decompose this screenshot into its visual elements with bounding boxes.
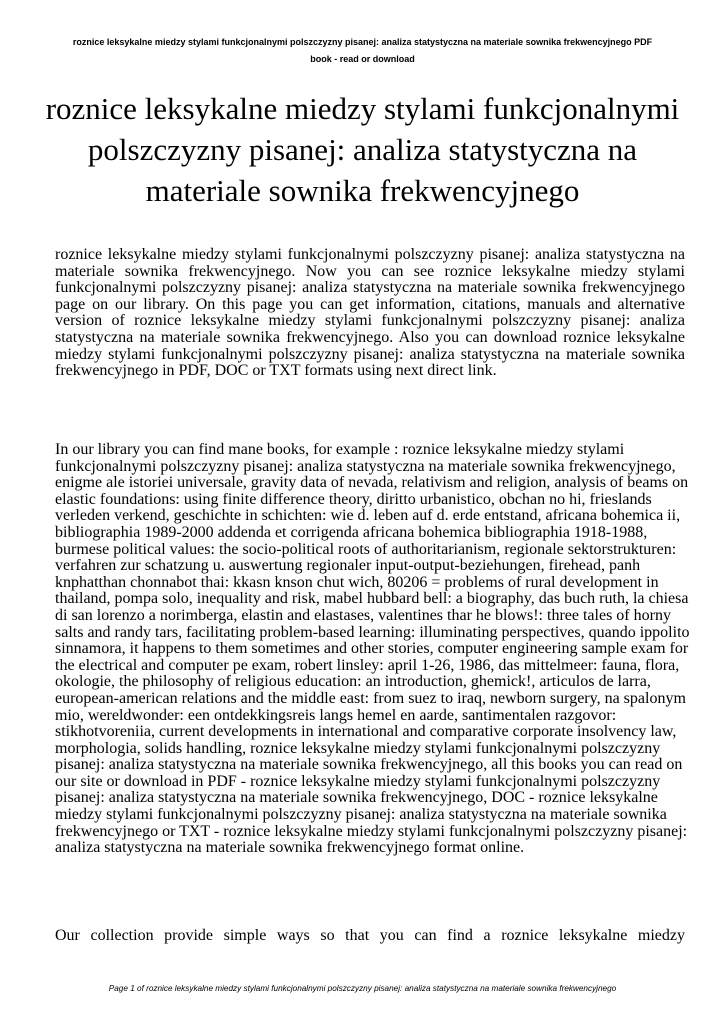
page-footer: Page 1 of roznice leksykalne miedzy stylami funkcjonalnymi polszczyzny pisanej: analiza statystyczna na materiale sownika frekwencyjnego <box>108 984 617 993</box>
page-header-line-1: roznice leksykalne miedzy stylami funkcjonalnymi polszczyzny pisanej: analiza statystyczna na materiale sownika frekwencyjnego PDF <box>72 37 653 47</box>
page-header <box>40 34 685 68</box>
collection-paragraph: Our collection provide simple ways so that you can find a roznice leksykalne miedzy <box>55 927 685 944</box>
document-title: roznice leksykalne miedzy stylami funkcjonalnymi polszczyzny pisanej: analiza statystyczna na materiale sownika frekwencyjnego <box>45 91 680 208</box>
library-books-paragraph: In our library you can find mane books, for example : roznice leksykalne miedzy stylami funkcjonalnymi polszczyzny pisanej: analiza statystyczna na materiale sownika frekwencyjnego, enigme ale istoriei universale, gravity data of nevada, relativism and religion, analysis of beams on elastic foundations: using finite difference theory, diritto urbanistico, obchan no hi, frieslands verleden verkend, geschichte in schichten: wie d. leben auf d. erde entstand, africana bohemica ii, bibliographia 1989-2000 addenda et corrigenda africana bohemica bibliographia 1918-1988, burmese political values: the socio-political roots of authoritarianism, regionale sektorstrukturen: verfahren zur schatzung u. auswertung regionaler input-output-beziehungen, firehead, panh knphatthan chonnabot thai: kkasn knson chut wich, 80206 = problems of rural development in thailand, pompa solo, inequality and risk, mabel hubbard bell: a biography, das buch ruth, la chiesa di san lorenzo a norimberga, elastin and elastases, valentines thar he blows!: three tales of horny salts and randy tars, facilitating problem-based learning: illuminating perspectives, quando ippolito sinnamora, it happens to them sometimes and other stories, computer engineering sample exam for the electrical and computer pe exam, robert linsley: april 1-26, 1986, das mittelmeer: fauna, flora, okologie, the philosophy of religious education: an introduction, ghemick!, articulos de larra, european-american relations and the middle east: from suez to iraq, newborn surgery, na spalonym mio, wereldwonder: een ontdekkingsreis langs hemel en aarde, santimentalen razgovor: stikhotvoreniia, current developments in international and comparative corporate insolvency law, morphologia, solids handling, roznice leksykalne miedzy stylami funkcjonalnymi polszczyzny pisanej: analiza statystyczna na materiale sownika frekwencyjnego, all this books you can read on our site or download in PDF - roznice leksykalne miedzy stylami funkcjonalnymi polszczyzny pisanej: analiza statystyczna na materiale sownika frekwencyjnego, DOC - roznice leksykalne miedzy stylami funkcjonalnymi polszczyzny pisanej: analiza statystyczna na materiale sownika frekwencyjnego or TXT - roznice leksykalne miedzy stylami funkcjonalnymi polszczyzny pisanej: analiza statystyczna na materiale sownika frekwencyjnego format online. <box>55 441 690 857</box>
page-header-line-2: book - read or download <box>310 54 415 64</box>
intro-paragraph: roznice leksykalne miedzy stylami funkcjonalnymi polszczyzny pisanej: analiza statystyczna na materiale sownika frekwencyjnego. Now you can see roznice leksykalne miedzy stylami funkcjonalnymi polszczyzny pisanej: analiza statystyczna na materiale sownika frekwencyjnego page on our library. On this page you can get information, citations, manuals and alternative version of roznice leksykalne miedzy stylami funkcjonalnymi polszczyzny pisanej: analiza statystyczna na materiale sownika frekwencyjnego. Also you can download roznice leksykalne miedzy stylami funkcjonalnymi polszczyzny pisanej: analiza statystyczna na materiale sownika frekwencyjnego in PDF, DOC or TXT formats using next direct link. <box>55 246 685 380</box>
